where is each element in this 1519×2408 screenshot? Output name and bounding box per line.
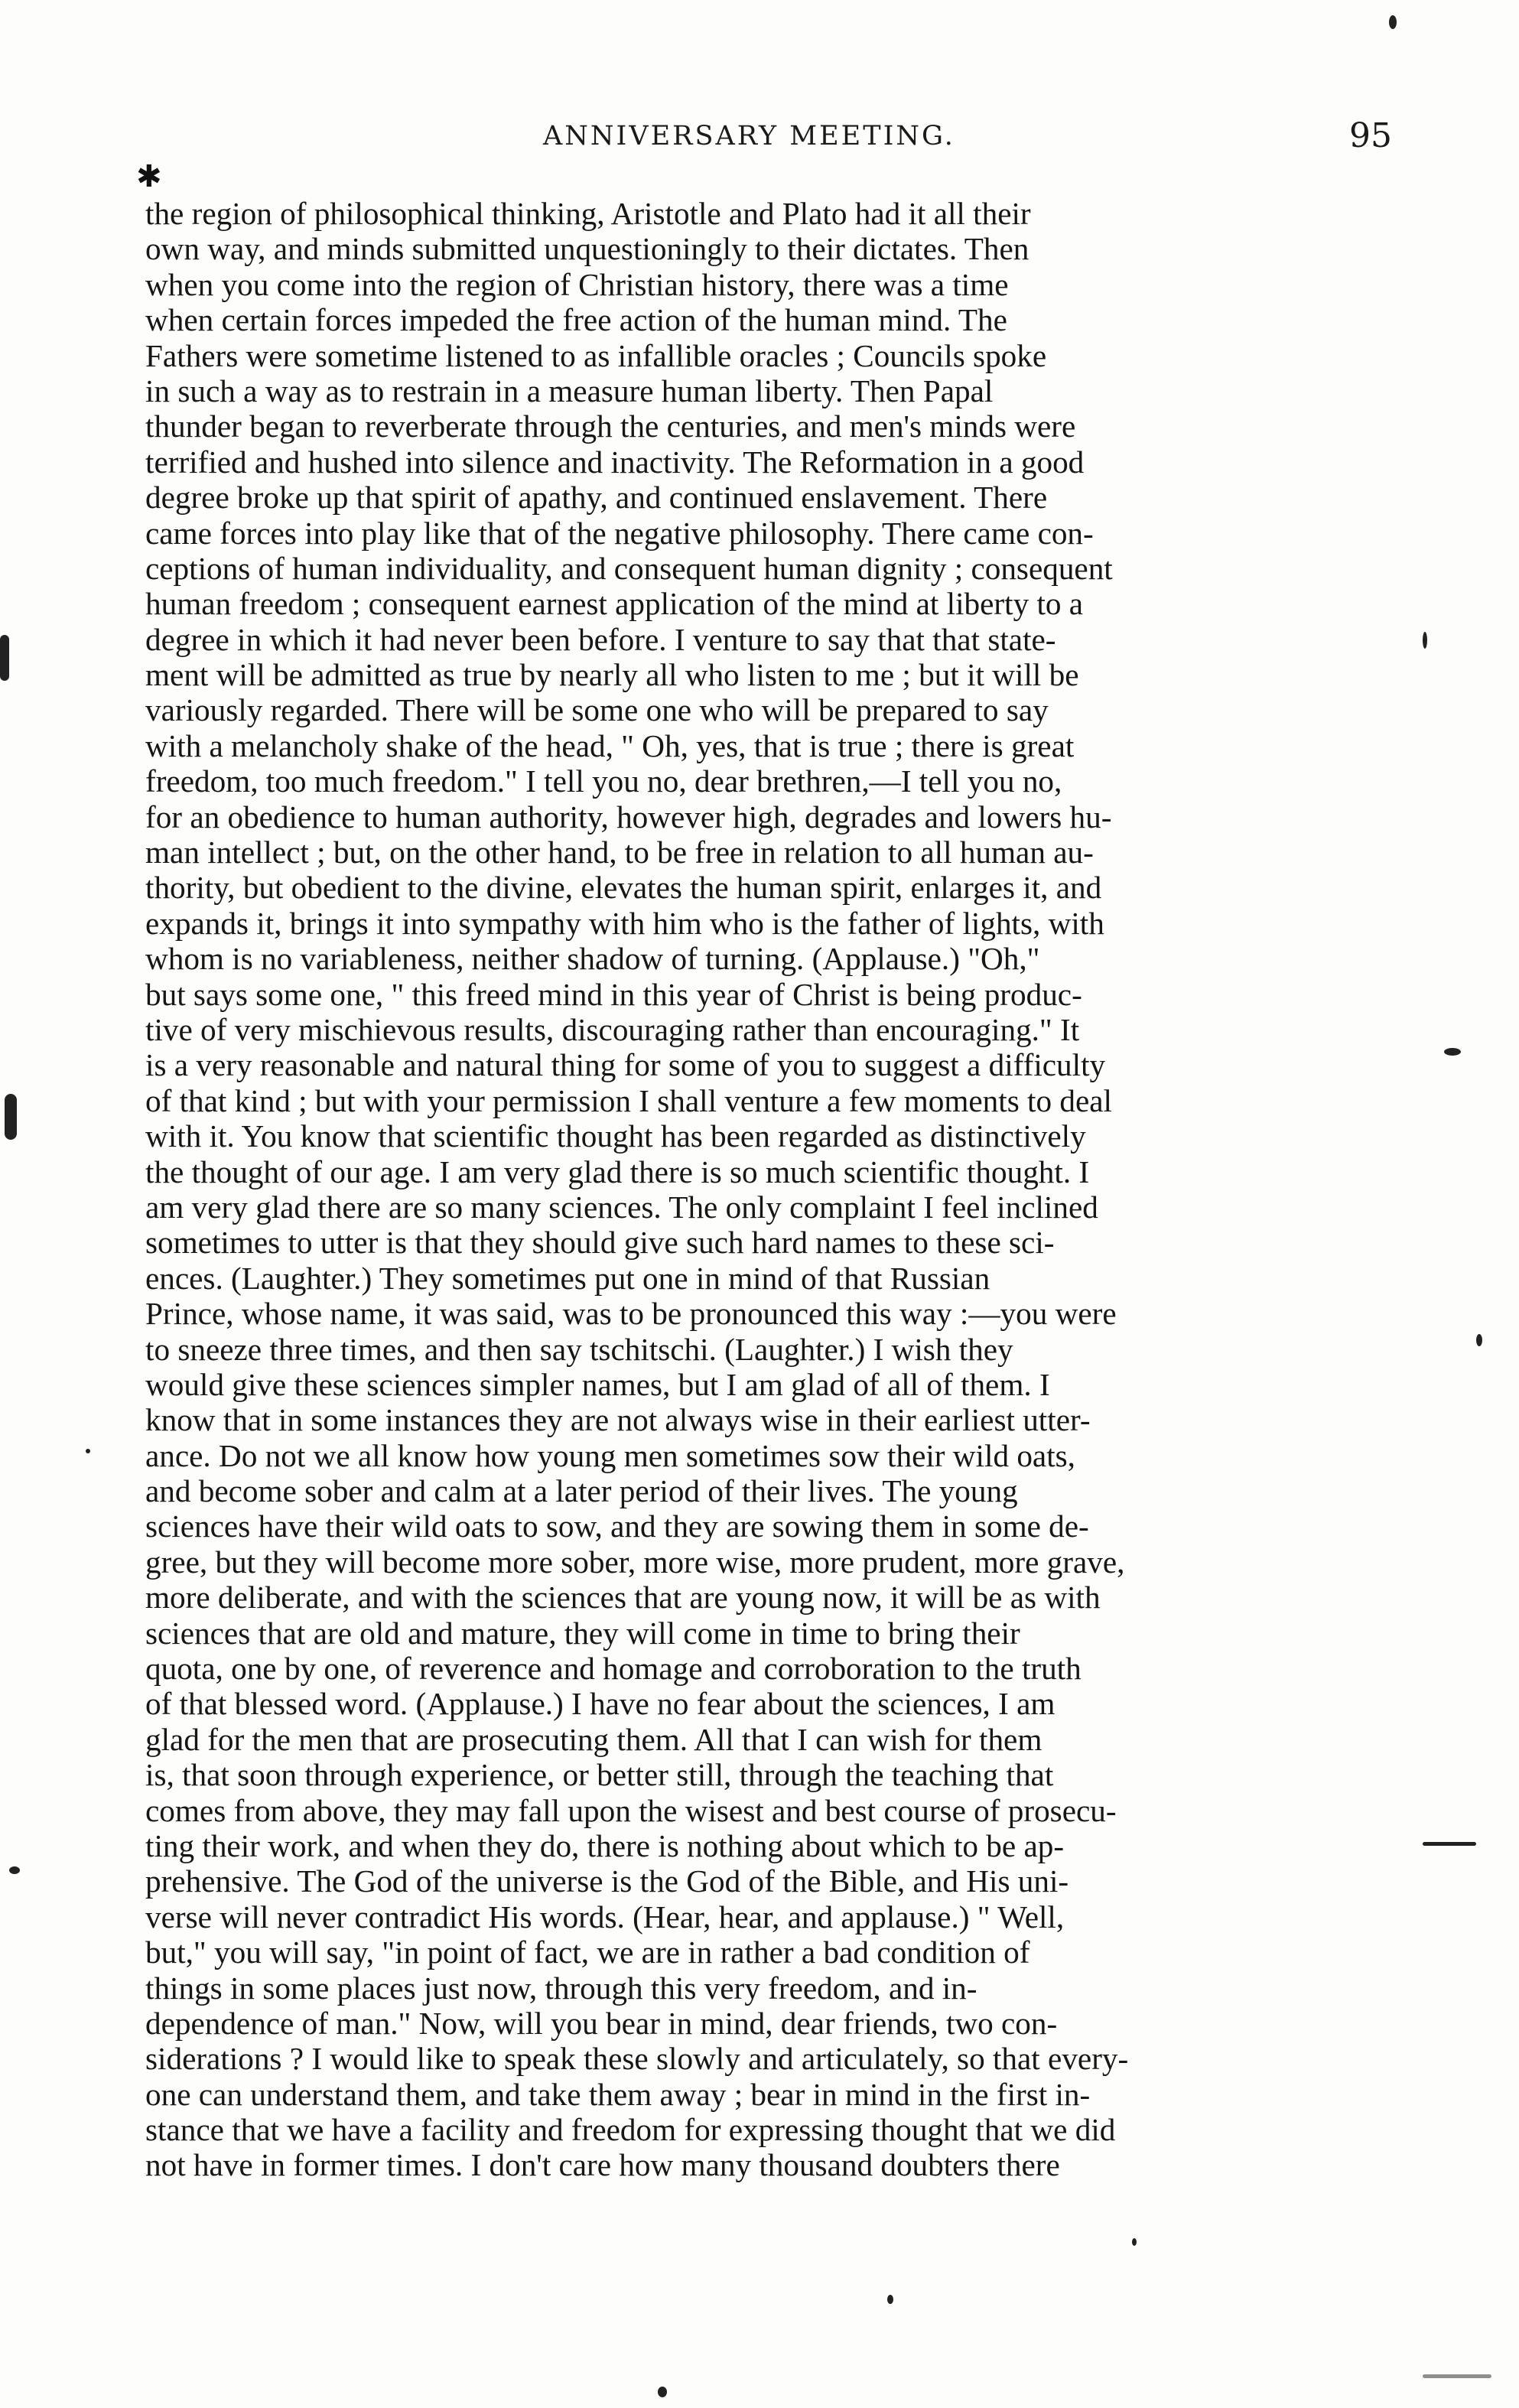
text-line: with a melancholy shake of the head, " Oh, yes, that is true ; there is great	[145, 727, 1075, 763]
ink-blot-mark: ✱	[136, 159, 162, 194]
text-line: ceptions of human individuality, and consequent human dignity ; consequent	[145, 550, 1113, 586]
text-line: in such a way as to restrain in a measure human liberty. Then Papal	[145, 373, 994, 408]
text-line: prehensive. The God of the universe is the God of the Bible, and His uni-	[145, 1863, 1069, 1899]
text-line: ences. (Laughter.) They sometimes put one in mind of that Russian	[145, 1260, 990, 1296]
text-line: of that kind ; but with your permission I shall venture a few moments to deal	[145, 1082, 1112, 1118]
scan-speck	[1423, 632, 1427, 649]
scan-speck	[1444, 1048, 1461, 1056]
text-line: comes from above, they may fall upon the wisest and best course of prosecu-	[145, 1792, 1117, 1828]
scan-speck	[5, 1094, 17, 1140]
text-line: thority, but obedient to the divine, elevates the human spirit, enlarges it, and	[145, 870, 1102, 906]
text-line: is, that soon through experience, or better still, through the teaching that	[145, 1757, 1054, 1793]
text-line: glad for the men that are prosecuting them. All that I can wish for them	[145, 1721, 1042, 1757]
text-line: sometimes to utter is that they should give such hard names to these sci-	[145, 1225, 1055, 1261]
scan-speck	[1423, 1842, 1476, 1846]
text-line: ment will be admitted as true by nearly all who listen to me ; but it will be	[145, 657, 1079, 693]
text-line: siderations ? I would like to speak these slowly and articulately, so that every-	[145, 2041, 1129, 2077]
text-line: freedom, too much freedom." I tell you no, dear brethren,—I tell you no,	[145, 763, 1062, 799]
text-line: gree, but they will become more sober, more wise, more prudent, more grave,	[145, 1544, 1125, 1580]
text-line: the thought of our age. I am very glad there is so much scientific thought. I	[145, 1154, 1090, 1189]
text-line: for an obedience to human authority, however high, degrades and lowers hu-	[145, 799, 1112, 835]
scan-speck	[86, 1449, 90, 1453]
text-line: sciences that are old and mature, they will come in time to bring their	[145, 1615, 1020, 1651]
text-line: am very glad there are so many sciences. The only complaint I feel inclined	[145, 1189, 1098, 1225]
text-line: know that in some instances they are not always wise in their earliest utter-	[145, 1402, 1091, 1438]
text-line: verse will never contradict His words. (Hear, hear, and applause.) " Well,	[145, 1899, 1065, 1935]
text-line: own way, and minds submitted unquestioningly to their dictates. Then	[145, 231, 1029, 267]
text-line: to sneeze three times, and then say tschitschi. (Laughter.) I wish they	[145, 1331, 1013, 1367]
text-line: but," you will say, "in point of fact, we are in rather a bad condition of	[145, 1935, 1030, 1970]
text-line: variously regarded. There will be some one who will be prepared to say	[145, 692, 1049, 728]
text-line: Fathers were sometime listened to as infallible oracles ; Councils spoke	[145, 337, 1047, 373]
text-line: human freedom ; consequent earnest application of the mind at liberty to a	[145, 586, 1084, 622]
scan-speck	[1423, 2374, 1491, 2378]
scan-speck	[887, 2295, 893, 2304]
text-line: thunder began to reverberate through the centuries, and men's minds were	[145, 408, 1076, 444]
text-line: dependence of man." Now, will you bear in mind, dear friends, two con-	[145, 2005, 1058, 2041]
text-line: degree in which it had never been before. I venture to say that that state-	[145, 621, 1056, 657]
body-text	[145, 196, 1377, 2183]
text-line: stance that we have a facility and freedom for expressing thought that we did	[145, 2112, 1116, 2148]
text-line: is a very reasonable and natural thing for some of you to suggest a difficulty	[145, 1047, 1106, 1083]
text-line: of that blessed word. (Applause.) I have no fear about the sciences, I am	[145, 1686, 1055, 1722]
text-line: terrified and hushed into silence and inactivity. The Reformation in a good	[145, 444, 1085, 480]
text-line: not have in former times. I don't care how many thousand doubters there	[145, 2147, 1060, 2183]
text-line: with it. You know that scientific thought has been regarded as distinctively	[145, 1118, 1086, 1154]
text-line: when certain forces impeded the free action of the human mind. The	[145, 302, 1007, 338]
text-line: man intellect ; but, on the other hand, to be free in relation to all human au-	[145, 835, 1094, 870]
text-line: the region of philosophical thinking, Aristotle and Plato had it all their	[145, 196, 1031, 231]
text-line: expands it, brings it into sympathy with him who is the father of lights, with	[145, 905, 1104, 941]
text-line: more deliberate, and with the sciences that are young now, it will be as with	[145, 1580, 1101, 1616]
text-line: ance. Do not we all know how young men sometimes sow their wild oats,	[145, 1437, 1075, 1473]
scan-speck	[1476, 1334, 1482, 1346]
text-line: when you come into the region of Christian history, there was a time	[145, 266, 1009, 302]
scan-speck	[9, 1866, 20, 1874]
text-line: and become sober and calm at a later period of their lives. The young	[145, 1473, 1018, 1509]
scan-speck	[658, 2387, 667, 2397]
text-line: Prince, whose name, it was said, was to be pronounced this way :—you were	[145, 1296, 1117, 1332]
text-line: quota, one by one, of reverence and homage and corroboration to the truth	[145, 1651, 1082, 1687]
page-number: 95	[1349, 116, 1392, 155]
text-line: ting their work, and when they do, there is nothing about which to be ap-	[145, 1827, 1065, 1863]
text-line: degree broke up that spirit of apathy, and continued enslavement. There	[145, 480, 1048, 516]
text-line: would give these sciences simpler names, but I am glad of all of them. I	[145, 1366, 1050, 1402]
scan-speck	[0, 635, 9, 681]
running-title: ANNIVERSARY MEETING.	[543, 121, 955, 151]
scan-speck	[1132, 2238, 1137, 2246]
text-line: sciences have their wild oats to sow, and they are sowing them in some de-	[145, 1508, 1089, 1544]
text-line: one can understand them, and take them away ; bear in mind in the first in-	[145, 2076, 1091, 2112]
text-line: tive of very mischievous results, discouraging rather than encouraging." It	[145, 1011, 1080, 1047]
running-head	[145, 116, 1392, 167]
text-line: things in some places just now, through this very freedom, and in-	[145, 1970, 977, 2006]
text-line: but says some one, " this freed mind in this year of Christ is being produc-	[145, 976, 1082, 1012]
text-line: came forces into play like that of the negative philosophy. There came con-	[145, 515, 1094, 551]
scan-speck	[1389, 15, 1397, 29]
text-line: whom is no variableness, neither shadow of turning. (Applause.) "Oh,"	[145, 941, 1040, 977]
